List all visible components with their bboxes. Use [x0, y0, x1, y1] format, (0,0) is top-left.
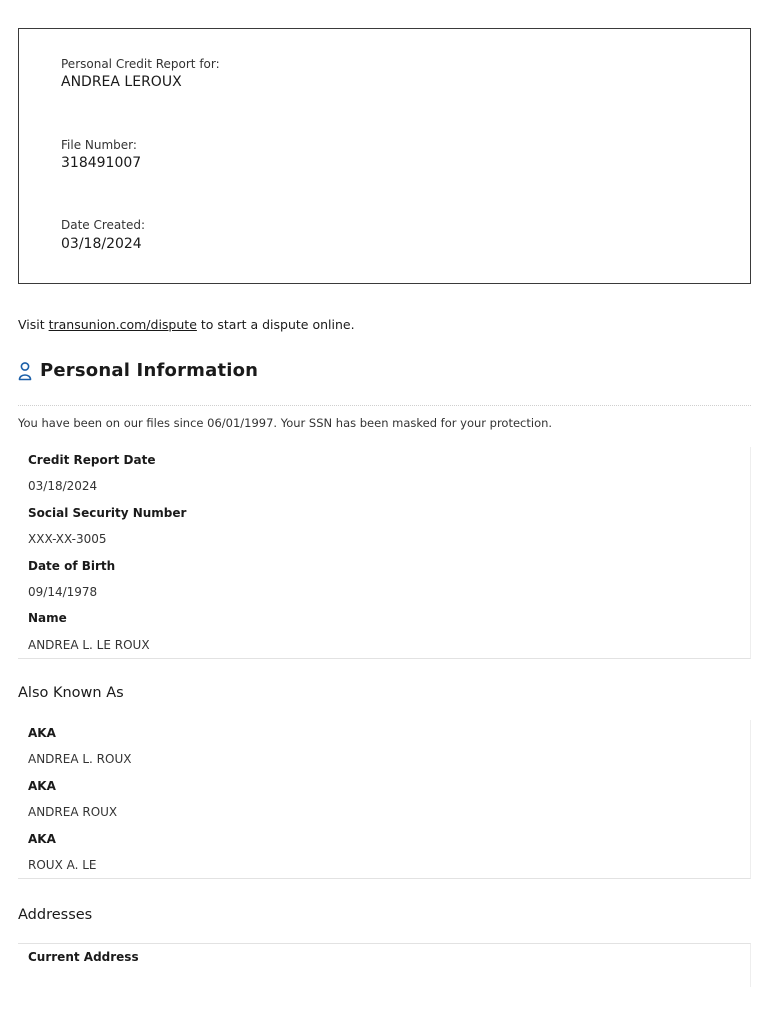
report-for-name: ANDREA LEROUX	[61, 74, 182, 90]
dispute-suffix: to start a dispute online.	[196, 317, 355, 332]
aka-label: AKA	[28, 778, 56, 793]
personal-info-intro: You have been on our files since 06/01/1997. Your SSN has been masked for your protection.	[18, 416, 553, 430]
aka-label: AKA	[28, 831, 56, 846]
section-divider	[18, 405, 751, 406]
file-number-value: 318491007	[61, 155, 142, 171]
aka-value: ANDREA L. ROUX	[28, 752, 132, 767]
file-number-label: File Number:	[61, 138, 137, 152]
date-created-label: Date Created:	[61, 218, 146, 232]
date-created-value: 03/18/2024	[61, 236, 142, 252]
field-value: 03/18/2024	[28, 479, 98, 494]
aka-table	[18, 720, 751, 879]
personal-info-table	[18, 447, 751, 659]
field-label: Name	[28, 611, 67, 626]
field-label: Social Security Number	[28, 505, 187, 520]
field-value: ANDREA L. LE ROUX	[28, 637, 150, 652]
field-label: Date of Birth	[28, 558, 116, 573]
personal-info-title: Personal Information	[40, 360, 259, 381]
addresses-heading: Addresses	[18, 907, 93, 923]
aka-value: ROUX A. LE	[28, 857, 97, 872]
dispute-prefix: Visit	[18, 317, 49, 332]
personal-info-heading	[18, 360, 258, 381]
field-value: XXX-XX-3005	[28, 532, 107, 547]
aka-value: ANDREA ROUX	[28, 805, 118, 820]
addresses-table	[18, 943, 751, 987]
aka-heading: Also Known As	[18, 685, 124, 701]
report-for-label: Personal Credit Report for:	[61, 57, 220, 71]
field-label: Credit Report Date	[28, 453, 156, 467]
address-label: Current Address	[28, 950, 139, 964]
field-value: 09/14/1978	[28, 584, 98, 599]
person-icon	[18, 361, 32, 381]
report-header-box	[18, 28, 751, 284]
aka-label: AKA	[28, 726, 56, 740]
dispute-instructions	[18, 317, 355, 332]
dispute-link[interactable]: transunion.com/dispute	[48, 317, 197, 332]
